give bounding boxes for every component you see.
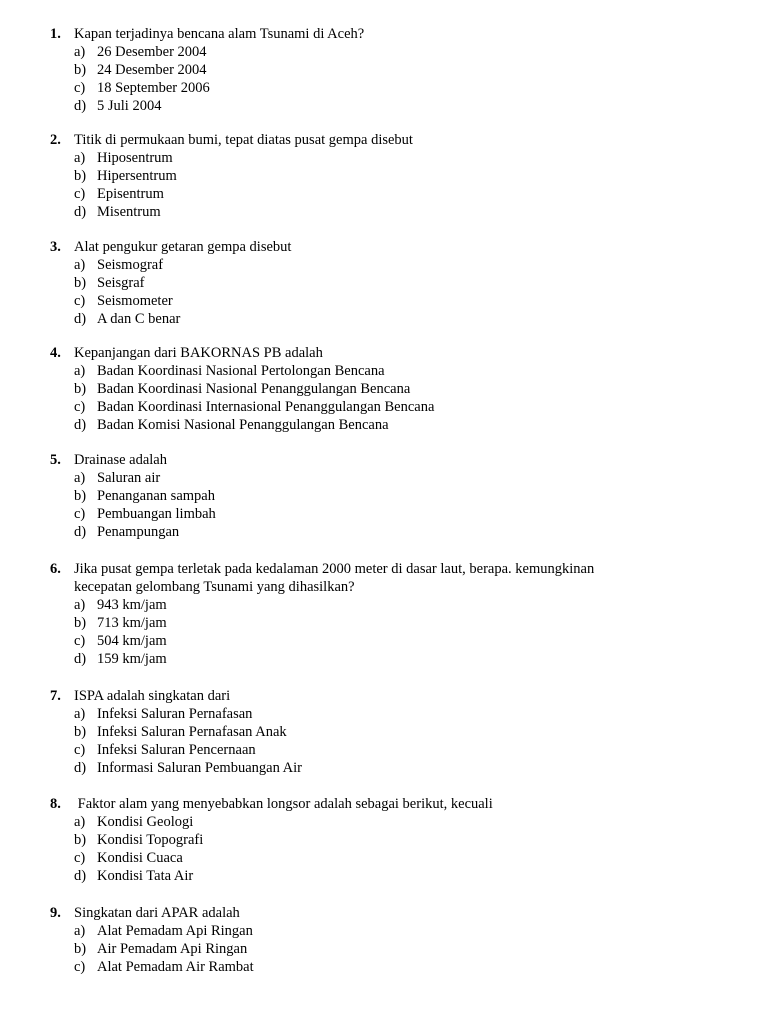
question-line [0, 25, 768, 43]
option-text: Seismometer [97, 293, 173, 309]
option-letter: c) [74, 850, 86, 866]
option-text: Misentrum [97, 204, 161, 220]
answer-option [0, 43, 768, 61]
option-letter: b) [74, 941, 87, 957]
answer-option [0, 149, 768, 167]
option-text: 5 Juli 2004 [97, 98, 162, 114]
question-text: Titik di permukaan bumi, tepat diatas pusat gempa disebut [74, 132, 413, 148]
answer-option [0, 362, 768, 380]
question-number: 4. [50, 345, 61, 361]
option-text: Air Pemadam Api Ringan [97, 941, 248, 957]
question-1 [0, 25, 768, 115]
question-number: 8. [50, 796, 61, 812]
answer-option [0, 380, 768, 398]
answer-option [0, 849, 768, 867]
question-number: 3. [50, 239, 61, 255]
option-letter: d) [74, 524, 87, 540]
answer-option [0, 705, 768, 723]
option-text: Informasi Saluran Pembuangan Air [97, 760, 302, 776]
answer-option [0, 523, 768, 541]
option-text: Alat Pemadam Api Ringan [97, 923, 253, 939]
option-letter: a) [74, 814, 86, 830]
answer-option [0, 292, 768, 310]
option-text: Pembuangan limbah [97, 506, 216, 522]
option-letter: a) [74, 470, 86, 486]
question-line [0, 238, 768, 256]
option-letter: c) [74, 633, 86, 649]
option-text: Episentrum [97, 186, 164, 202]
option-text: Infeksi Saluran Pencernaan [97, 742, 256, 758]
question-8 [0, 795, 768, 885]
option-letter: c) [74, 80, 86, 96]
question-number: 9. [50, 905, 61, 921]
option-text: 943 km/jam [97, 597, 167, 613]
option-letter: a) [74, 257, 86, 273]
option-letter: d) [74, 417, 87, 433]
question-6 [0, 560, 768, 668]
answer-option [0, 741, 768, 759]
option-text: Kondisi Tata Air [97, 868, 194, 884]
answer-option [0, 723, 768, 741]
question-7 [0, 687, 768, 777]
option-letter: b) [74, 381, 87, 397]
option-text: 504 km/jam [97, 633, 167, 649]
question-2 [0, 131, 768, 221]
option-letter: b) [74, 724, 87, 740]
answer-option [0, 185, 768, 203]
option-text: 18 September 2006 [97, 80, 210, 96]
option-letter: a) [74, 44, 86, 60]
option-text: Saluran air [97, 470, 161, 486]
option-text: Badan Koordinasi Nasional Pertolongan Bencana [97, 363, 385, 379]
answer-option [0, 632, 768, 650]
option-letter: d) [74, 311, 87, 327]
answer-option [0, 203, 768, 221]
option-letter: a) [74, 597, 86, 613]
question-line [0, 795, 768, 813]
option-text: 713 km/jam [97, 615, 167, 631]
answer-option [0, 958, 768, 976]
option-text: 159 km/jam [97, 651, 167, 667]
option-text: Infeksi Saluran Pernafasan [97, 706, 253, 722]
answer-option [0, 505, 768, 523]
answer-option [0, 416, 768, 434]
question-text: ISPA adalah singkatan dari [74, 688, 231, 704]
option-letter: c) [74, 293, 86, 309]
option-text: Badan Koordinasi Nasional Penanggulangan Bencana [97, 381, 411, 397]
option-text: Seisgraf [97, 275, 145, 291]
answer-option [0, 256, 768, 274]
answer-option [0, 867, 768, 885]
question-number: 7. [50, 688, 61, 704]
question-4 [0, 344, 768, 434]
answer-option [0, 759, 768, 777]
answer-option [0, 922, 768, 940]
answer-option [0, 813, 768, 831]
option-letter: b) [74, 488, 87, 504]
option-letter: c) [74, 186, 86, 202]
question-text: Alat pengukur getaran gempa disebut [74, 239, 292, 255]
answer-option [0, 831, 768, 849]
option-letter: b) [74, 832, 87, 848]
answer-option [0, 940, 768, 958]
answer-option [0, 274, 768, 292]
option-text: Alat Pemadam Air Rambat [97, 959, 254, 975]
answer-option [0, 79, 768, 97]
option-letter: a) [74, 363, 86, 379]
option-text: Kondisi Cuaca [97, 850, 183, 866]
option-text: Badan Koordinasi Internasional Penanggulangan Bencana [97, 399, 435, 415]
option-text: Hipersentrum [97, 168, 177, 184]
option-letter: c) [74, 742, 86, 758]
answer-option [0, 310, 768, 328]
option-letter: c) [74, 959, 86, 975]
option-letter: d) [74, 760, 87, 776]
option-text: Kondisi Geologi [97, 814, 194, 830]
question-9 [0, 904, 768, 976]
question-line [0, 904, 768, 922]
question-line [0, 560, 768, 578]
option-text: 26 Desember 2004 [97, 44, 207, 60]
question-5 [0, 451, 768, 541]
option-text: 24 Desember 2004 [97, 62, 207, 78]
option-text: Kondisi Topografi [97, 832, 204, 848]
answer-option [0, 61, 768, 79]
question-number: 1. [50, 26, 61, 42]
question-line [0, 578, 768, 596]
answer-option [0, 167, 768, 185]
question-line [0, 451, 768, 469]
answer-option [0, 596, 768, 614]
answer-option [0, 469, 768, 487]
option-text: Badan Komisi Nasional Penanggulangan Bencana [97, 417, 389, 433]
question-number: 6. [50, 561, 61, 577]
question-text: Drainase adalah [74, 452, 167, 468]
question-text: Kepanjangan dari BAKORNAS PB adalah [74, 345, 323, 361]
option-text: Hiposentrum [97, 150, 173, 166]
option-letter: b) [74, 275, 87, 291]
option-letter: c) [74, 506, 86, 522]
question-3 [0, 238, 768, 328]
question-line [0, 344, 768, 362]
option-letter: b) [74, 62, 87, 78]
question-number: 5. [50, 452, 61, 468]
answer-option [0, 398, 768, 416]
option-letter: d) [74, 204, 87, 220]
question-text: Faktor alam yang menyebabkan longsor adalah sebagai berikut, kecuali [74, 796, 493, 812]
option-letter: d) [74, 651, 87, 667]
question-number: 2. [50, 132, 61, 148]
answer-option [0, 650, 768, 668]
question-text: Jika pusat gempa terletak pada kedalaman 2000 meter di dasar laut, berapa. kemungkinan [74, 561, 595, 577]
option-letter: b) [74, 615, 87, 631]
option-letter: d) [74, 98, 87, 114]
option-text: A dan C benar [97, 311, 181, 327]
question-line [0, 131, 768, 149]
option-letter: a) [74, 150, 86, 166]
option-letter: c) [74, 399, 86, 415]
option-text: Penanganan sampah [97, 488, 215, 504]
option-text: Seismograf [97, 257, 164, 273]
answer-option [0, 97, 768, 115]
question-line [0, 687, 768, 705]
question-text: Kapan terjadinya bencana alam Tsunami di Aceh? [74, 26, 365, 42]
answer-option [0, 614, 768, 632]
answer-option [0, 487, 768, 505]
option-text: Infeksi Saluran Pernafasan Anak [97, 724, 287, 740]
option-letter: d) [74, 868, 87, 884]
option-letter: a) [74, 923, 86, 939]
option-text: Penampungan [97, 524, 180, 540]
question-text: kecepatan gelombang Tsunami yang dihasilkan? [74, 579, 355, 595]
option-letter: a) [74, 706, 86, 722]
question-text: Singkatan dari APAR adalah [74, 905, 240, 921]
option-letter: b) [74, 168, 87, 184]
